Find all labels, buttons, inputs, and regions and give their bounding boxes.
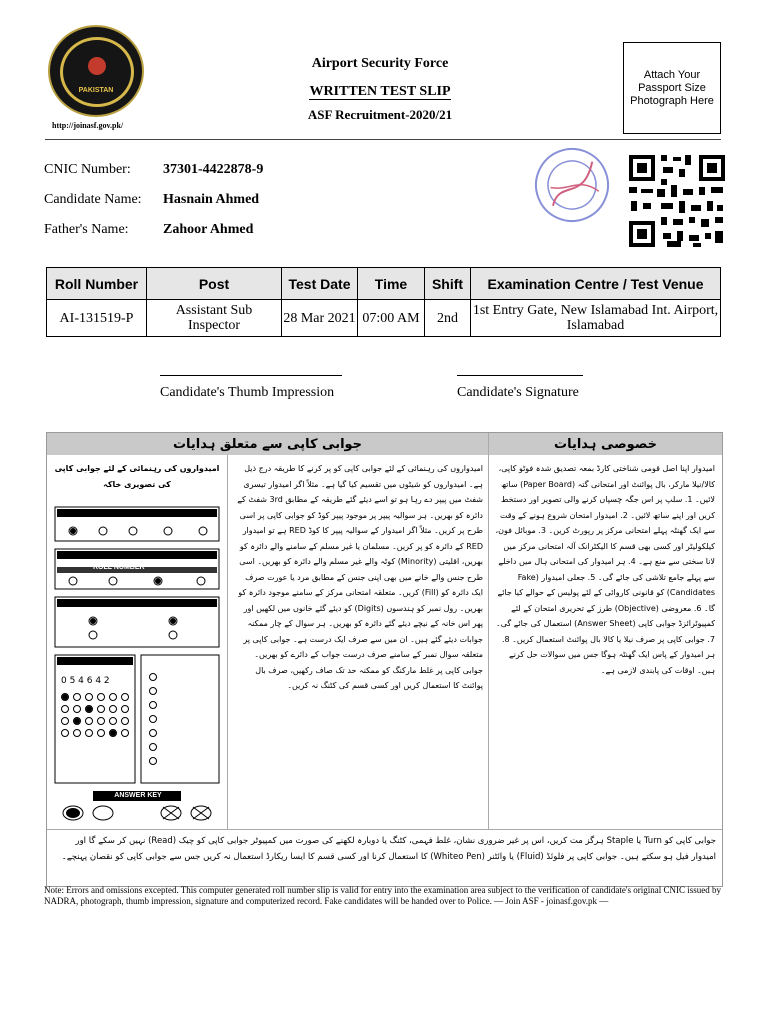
website-url[interactable]: http://joinasf.gov.pk/ <box>52 121 124 130</box>
org-name: Airport Security Force <box>311 56 449 71</box>
official-stamp <box>525 138 620 233</box>
th-shift: Shift <box>425 268 471 300</box>
header-divider <box>45 139 721 140</box>
asf-logo <box>48 25 144 117</box>
venue-cell: 1st Entry Gate, New Islamabad Int. Airport, Islamabad <box>471 300 721 337</box>
slip-title: WRITTEN TEST SLIP <box>309 84 451 99</box>
father-name-label: Father's Name: <box>44 222 129 237</box>
th-post: Post <box>147 268 282 300</box>
instructions-box <box>46 432 723 887</box>
svg-text:0 5 4 6 4 2: 0 5 4 6 4 2 <box>61 676 110 686</box>
column-divider <box>227 455 228 829</box>
answer-sheet-diagram <box>53 497 221 825</box>
th-venue: Examination Centre / Test Venue <box>471 268 721 300</box>
answer-sheet-instructions-title: جوابی کاپی سے متعلق ہدایات <box>47 433 488 455</box>
cnic-label: CNIC Number: <box>44 162 131 177</box>
time-cell: 07:00 AM <box>358 300 425 337</box>
figure-caption: امیدواروں کی رہنمائی کے لئے جوابی کاپی کی تصویری خاکہ <box>54 464 220 489</box>
candidate-name-value: Hasnain Ahmed <box>163 192 260 207</box>
answer-sheet-instructions-text: امیدواروں کی رہنمائی کے لئے جوابی کاپی کو پر کرنے کا طریقہ درج ذیل ہے۔ امیدواروں کو شیٹوں میں تقسیم کیا گیا ہے۔ مثلاً اگر امیدوار تیسری شفٹ میں پیپر دے رہا ہو تو اسے دیئے گئے طریقہ کے مطابق 3rd شفٹ کے دائرہ کو بھریں۔ ہر سوالیہ پیپر پر موجود پیپر کوڈ کو جوابی کاپی پر اسی طرح پر کریں۔ مثلاً اگر امیدوار کے سوالیہ پیپر کا کوڈ RED ہے تو امیدوار RED کے دائرہ کو پر کریں۔ مسلمان یا غیر مسلم کے سامنے والے دائرہ کو بھریں، اقلیتی (Minority) کوٹہ والے غیر مسلم والے دائرہ کو بھریں۔ اسی طرح جنس والے خانے میں بھی اپنی جنس کے مطابق مرد یا عورت صرف ایک دائرہ کو (Fill) کریں۔ متعلقہ امتحانی مرکز کے سامنے موجود دائرہ کو بھریں۔ رول نمبر کو ہندسوں (Digits) کو دیئے گئے خانوں میں لکھیں اور پھر اس خانہ کے نیچے دیئے گئے دائرہ کو بھریں۔ ہر سوال کے چار ممکنہ جوابات دیئے گئے ہیں۔ ان میں سے صرف ایک درست ہے۔ جوابی کاپی پر متعلقہ سوال نمبر کے سامنے صرف درست جواب کے دائرے کو بھریں۔ جوابی کاپی پر غلط مارکنگ کو ممکنہ حد تک صاف رکھیں، صرف بال پوائنٹ کا استعمال کریں اور کسی قسم کی کٹنگ نہ کریں۔ <box>237 464 483 690</box>
photo-placeholder: Attach Your Passport Size Photograph Here <box>623 42 721 134</box>
th-time: Time <box>358 268 425 300</box>
instructions-bottom-divider <box>47 829 722 830</box>
exam-details-table <box>46 267 721 337</box>
father-name-value: Zahoor Ahmed <box>163 222 254 237</box>
roll-number-cell: AI-131519-P <box>47 300 147 337</box>
thumb-line <box>160 375 342 376</box>
figure-roll-number-heading: ROLL NUMBER <box>93 564 145 571</box>
footer-note: Note: Errors and omissions excepted. This computer generated roll number slip is valid for entry into the examination area subject to the verification of candidate's original CNIC issued by NADRA, photograph, thumb impression, signature and computerized record. Fake candidates will be handed over to Police. — Join ASF - joinasf.gov.pk — <box>44 885 722 906</box>
special-instructions-title: خصوصی ہدایات <box>489 433 722 455</box>
signature-label: Candidate's Signature <box>457 385 579 400</box>
answer-sheet-figure <box>53 461 221 823</box>
table-row <box>47 300 721 337</box>
th-test-date: Test Date <box>282 268 358 300</box>
thumb-impression-label: Candidate's Thumb Impression <box>160 385 335 400</box>
qr-code <box>627 153 727 249</box>
candidate-name-label: Candidate Name: <box>44 192 142 207</box>
special-instructions-text: امیدوار اپنا اصل قومی شناختی کارڈ بمعہ تصدیق شدہ فوٹو کاپی، کالا/نیلا مارکر، بال پوائنٹ اور امتحانی گتہ (Paper Board) ساتھ لائیں۔ 1. سلپ پر اس جگہ چسپاں کرنے والی تصویر اور دستخط کریں اور اپنے ساتھ لائیں۔ 2. امیدوار امتحان شروع ہونے کے وقت سے ایک گھنٹہ پہلے امتحانی مرکز پر رپورٹ کریں۔ 3. موبائل فون، کیلکولیٹر اور کسی بھی قسم کا الیکٹرانک آلہ امتحانی مرکز میں لانا سختی سے منع ہے۔ 4. ہر امیدوار کی امتحانی ہال میں داخلے سے پہلے جامع تلاشی کی جائے گی۔ 5. جعلی امیدوار (Fake Candidates) کو قانونی کاروائی کے لئے پولیس کے حوالے کیا جائے گا۔ 6. معروضی (Objective) طرز کے تحریری امتحان کے لئے کمپیوٹرائزڈ جوابی کاپی (Answer Sheet) استعمال کی جائے گی۔ 7. جوابی کاپی پر صرف نیلا یا کالا بال پوائنٹ استعمال کریں۔ 8. ہر امیدوار کے پاس ایک گھنٹہ ہوگا جس میں سوالات حل کرنے ہیں۔ اوقات کی پابندی لازمی ہے۔ <box>495 464 715 675</box>
column-divider <box>488 433 489 829</box>
signature-line <box>457 375 583 376</box>
recruitment-title: ASF Recruitment-2020/21 <box>307 107 453 122</box>
logo-text: PAKISTAN <box>78 87 114 94</box>
cnic-value: 37301-4422878-9 <box>163 162 264 177</box>
general-warning-text: جوابی کاپی کو Turn یا Staple ہرگز مت کریں، اس پر غیر ضروری نشان، غلط فہمی، کٹنگ یا دوبارہ لکھنے کی صورت میں کمپیوٹر جوابی کاپی کو چیک (Read) نہیں کر سکے گا اور امیدوار فیل ہو سکتے ہیں۔ جوابی کاپی پر فلوئڈ (Fluid) یا وائٹنر (Whiteo Pen) کا استعمال کرنا اور کسی قسم کا ایسا ریکارڈ استعمال نہ کریں جس سے جوابی کاپی کو نقصان پہنچے۔ <box>61 836 716 862</box>
shift-cell: 2nd <box>425 300 471 337</box>
test-date-cell: 28 Mar 2021 <box>282 300 358 337</box>
post-cell: Assistant Sub Inspector <box>147 300 282 337</box>
figure-answer-key-heading: ANSWER KEY <box>114 792 162 799</box>
th-roll-number: Roll Number <box>47 268 147 300</box>
